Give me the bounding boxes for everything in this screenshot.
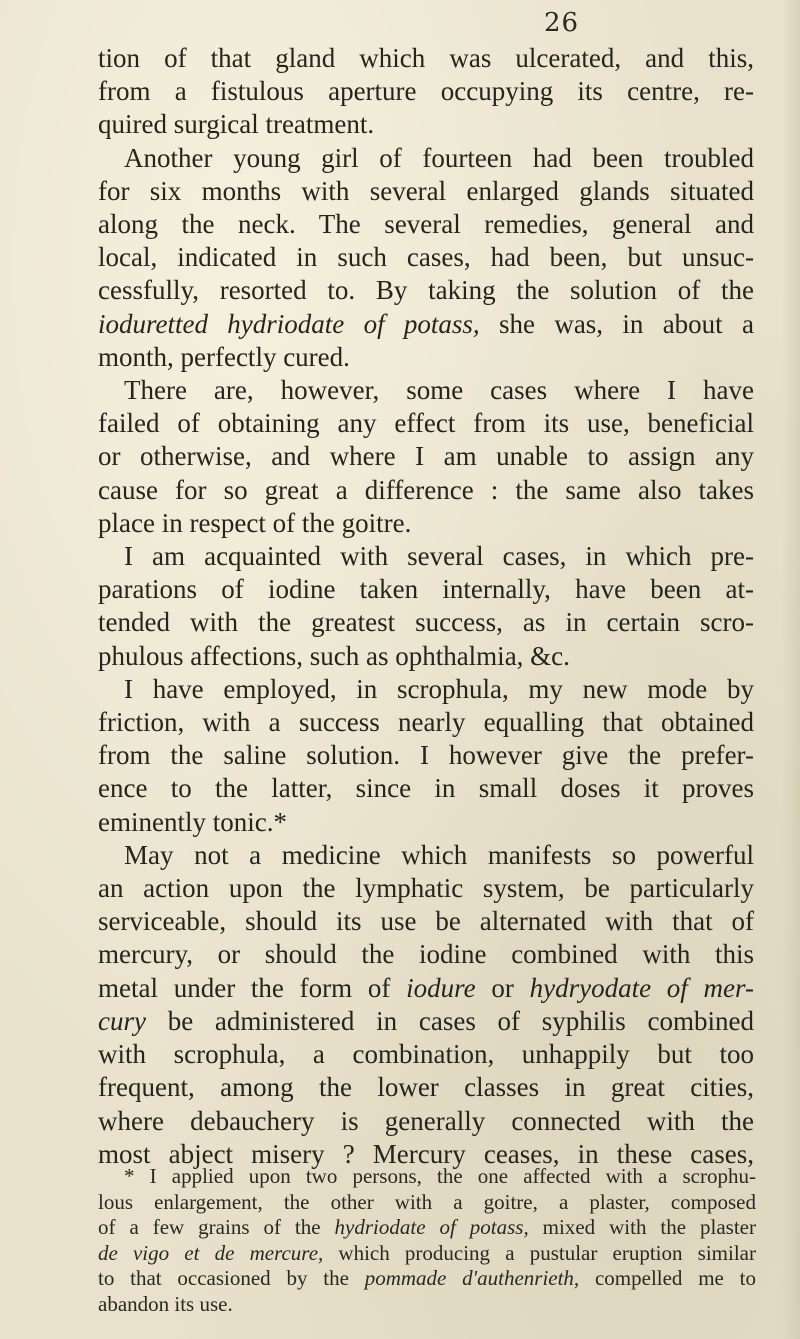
- text-line: serviceable, should its use be alternated with that of: [98, 906, 754, 937]
- text-segment: to that occasioned by the: [98, 1266, 365, 1290]
- text-line: tended with the greatest success, as in certain scro-: [98, 607, 754, 638]
- text-line: frequent, among the lower classes in great cities,: [98, 1072, 754, 1103]
- text-line: mercury, or should the iodine combined with this: [98, 939, 754, 970]
- text-line: cessfully, resorted to. By taking the solution of the: [98, 275, 754, 306]
- text-line: an action upon the lymphatic system, be particularly: [98, 873, 754, 904]
- footnote-line: * I applied upon two persons, the one affected with a scrophu-: [124, 1164, 756, 1188]
- text-segment: metal under the form of: [98, 972, 407, 1003]
- text-line: cause for so great a difference : the same also takes: [98, 474, 754, 505]
- text-line: I am acquainted with several cases, in which pre-: [124, 541, 754, 572]
- text-line: ence to the latter, since in small doses it proves: [98, 773, 754, 804]
- text-line: place in respect of the goitre.: [98, 507, 412, 538]
- italic-term: cury: [98, 1005, 146, 1036]
- body-text: [98, 42, 754, 1171]
- text-line: for six months with several enlarged glands situated: [98, 175, 754, 206]
- footnote: [98, 1164, 756, 1317]
- italic-term: ioduretted hydriodate of potass,: [98, 308, 480, 339]
- text-line: May not a medicine which manifests so powerful: [124, 839, 754, 870]
- text-line: from the saline solution. I however give the prefer-: [98, 740, 754, 771]
- footnote-line: abandon its use.: [98, 1291, 233, 1316]
- text-line: local, indicated in such cases, had been, but unsuc-: [98, 242, 754, 273]
- italic-term: hydryodate of mer-: [529, 972, 754, 1003]
- footnote-line: [98, 1266, 756, 1292]
- footnote-line: [98, 1241, 756, 1267]
- italic-term: iodure: [406, 972, 476, 1003]
- text-line: parations of iodine taken internally, have been at-: [98, 574, 754, 605]
- text-line: with scrophula, a combination, unhappily but too: [98, 1039, 754, 1070]
- text-line: [98, 1005, 754, 1038]
- text-line: phulous affections, such as ophthalmia, &c.: [98, 640, 570, 671]
- text-segment: which producing a pustular eruption similar: [323, 1240, 756, 1265]
- text-line: [98, 308, 754, 341]
- text-line: failed of obtaining any effect from its use, beneficial: [98, 408, 754, 439]
- footnote-line: lous enlargement, the other with a goitre, a plaster, composed: [98, 1189, 756, 1214]
- text-line: where debauchery is generally connected with the: [98, 1105, 754, 1136]
- text-segment: compelled me to: [579, 1266, 756, 1290]
- text-line: I have employed, in scrophula, my new mode by: [124, 673, 754, 704]
- footnote-line: [98, 1215, 756, 1241]
- text-line: most abject misery ? Mercury ceases, in these cases,: [98, 1138, 754, 1169]
- text-line: eminently tonic.*: [98, 806, 287, 837]
- text-segment: or: [475, 972, 530, 1003]
- text-segment: be administered in cases of syphilis combined: [145, 1005, 754, 1036]
- text-segment: of a few grains of the: [98, 1215, 335, 1239]
- italic-term: hydriodate of potass,: [334, 1215, 529, 1239]
- text-line: from a fistulous aperture occupying its centre, re-: [98, 76, 754, 107]
- text-line: Another young girl of fourteen had been troubled: [124, 142, 754, 173]
- text-line: friction, with a success nearly equalling that obtained: [98, 707, 754, 738]
- text-line: month, perfectly cured.: [98, 341, 350, 372]
- text-line: quired surgical treatment.: [98, 109, 375, 140]
- text-segment: mixed with the plaster: [528, 1215, 756, 1239]
- text-segment: she was, in about a: [479, 308, 754, 339]
- text-line: tion of that gland which was ulcerated, and this,: [98, 43, 754, 73]
- text-line: along the neck. The several remedies, general and: [98, 209, 754, 240]
- italic-term: pommade d'authenrieth,: [364, 1266, 580, 1290]
- text-line: [98, 972, 754, 1005]
- italic-term: de vigo et de mercure,: [98, 1240, 324, 1265]
- text-line: There are, however, some cases where I have: [124, 375, 754, 406]
- text-line: or otherwise, and where I am unable to assign any: [98, 441, 754, 472]
- page-edge-shadow: [782, 0, 800, 1339]
- page-number: 26: [544, 8, 580, 38]
